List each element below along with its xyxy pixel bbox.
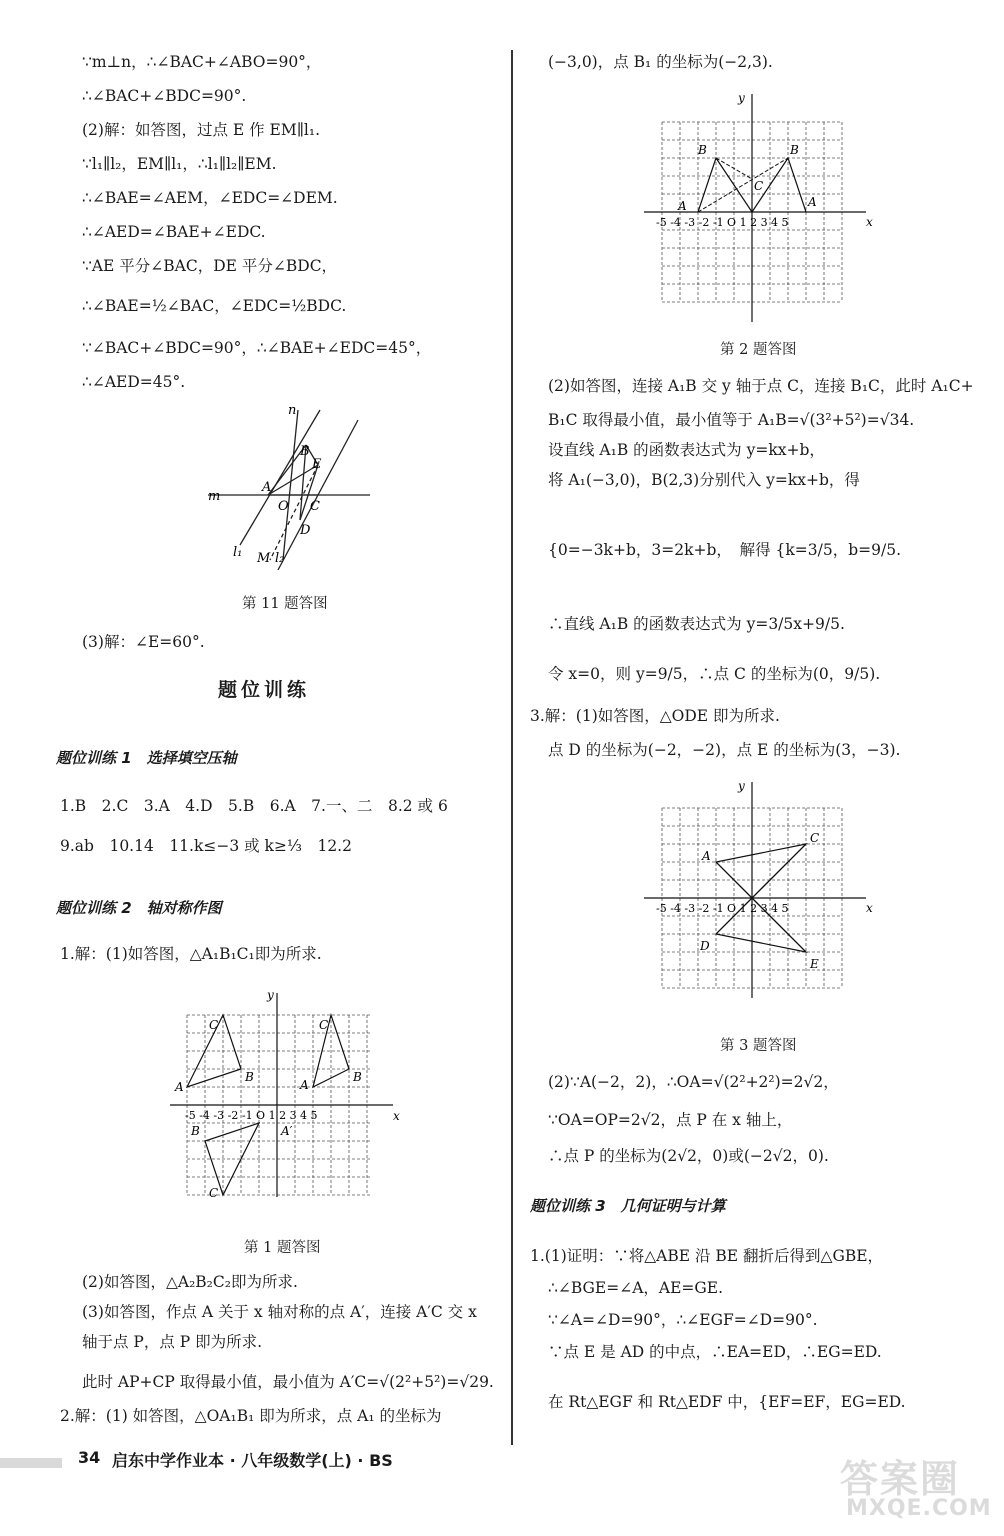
page-number: 34 [78,1448,101,1467]
svg-text:A: A [678,199,687,213]
right-line-7: ∴直线 A₁B 的函数表达式为 y=3/5x+9/5. [548,615,845,633]
svg-text:C: C [754,179,764,193]
right-line-15: ∴∠BGE=∠A，AE=GE. [548,1279,724,1297]
figure-11-caption: 第 11 题答图 [242,596,328,612]
fig11-label-l1: l₁ [233,545,243,560]
svg-text:B: B [790,143,799,157]
svg-text:B: B [191,1124,200,1138]
fig11-label-e: E [312,457,322,472]
fig11-label-m2: M [257,551,271,566]
right-line-5: 将 A₁(−3,0)，B(2,3)分别代入 y=kx+b，得 [548,471,860,489]
figure-2-caption: 第 2 题答图 [720,342,797,358]
right-line-10: 点 D 的坐标为(−2，−2)，点 E 的坐标为(3，−3). [548,741,901,759]
fig11-label-b: B [300,444,310,459]
left-line-4: ∵l₁∥l₂，EM∥l₁，∴l₁∥l₂∥EM. [82,155,277,173]
t2-q2-intro: 2.解：(1) 如答图，△OA₁B₁ 即为所求，点 A₁ 的坐标为 [60,1407,442,1425]
right-line-4: 设直线 A₁B 的函数表达式为 y=kx+b， [548,441,825,459]
svg-text:A: A [702,849,711,863]
svg-text:-5 -4 -3 -2 -1 O 1 2 3 4 5: -5 -4 -3 -2 -1 O 1 2 3 4 5 [185,1109,318,1122]
right-line-9: 3.解：(1)如答图，△ODE 即为所求. [530,707,780,725]
right-line-8: 令 x=0，则 y=9/5，∴点 C 的坐标为(0，9/5). [548,665,881,683]
svg-text:-5 -4 -3 -2 -1 O 1 2 3 4 5: -5 -4 -3 -2 -1 O 1 2 3 4 5 [656,902,789,915]
t2-q1-part2: (2)如答图，△A₂B₂C₂即为所求. [82,1273,298,1291]
left-line-9: ∵∠BAC+∠BDC=90°，∴∠BAE+∠EDC=45°， [82,339,432,357]
svg-text:B: B [245,1070,254,1084]
svg-text:A′: A′ [281,1124,293,1138]
figure-3-caption: 第 3 题答图 [720,1038,797,1054]
right-line-14: 1.(1)证明：∵将△ABE 沿 BE 翻折后得到△GBE， [530,1247,884,1265]
left-line-6: ∴∠AED=∠BAE+∠EDC. [82,223,266,241]
left-line-8: ∴∠BAE=½∠BAC，∠EDC=½BDC. [82,297,347,315]
watermark-url: MXQE.COM [846,1496,992,1521]
svg-text:C: C [209,1018,219,1032]
q11-part3: (3)解：∠E=60°. [82,633,205,651]
fig11-label-m: m [208,489,221,504]
right-line-2: (2)如答图，连接 A₁B 交 y 轴于点 C，连接 B₁C，此时 A₁C+ [548,377,974,395]
t2-q1-part3c: 此时 AP+CP 取得最小值，最小值为 A′C=√(2²+5²)=√29. [82,1373,494,1391]
figure-11-diagram [200,400,380,580]
svg-text:B: B [353,1070,362,1084]
svg-text:-5 -4 -3 -2 -1 O 1 2 3 4 5: -5 -4 -3 -2 -1 O 1 2 3 4 5 [656,216,789,229]
left-line-3: (2)解：如答图，过点 E 作 EM∥l₁. [82,121,320,139]
svg-text:x: x [866,901,873,915]
t2-q1-part3a: (3)如答图，作点 A 关于 x 轴对称的点 A′，连接 A′C 交 x [82,1303,477,1321]
section-title: 题位训练 [218,679,311,701]
left-line-2: ∴∠BAC+∠BDC=90°. [82,87,247,105]
right-line-1: (−3,0)，点 B₁ 的坐标为(−2,3). [548,53,773,71]
svg-text:y: y [267,988,274,1002]
svg-text:y: y [738,779,745,793]
figure-1-grid [165,985,405,1200]
right-line-16: ∵∠A=∠D=90°，∴∠EGF=∠D=90°. [548,1311,818,1329]
book-title: 启东中学作业本 · 八年级数学(上) · BS [112,1451,393,1470]
t2-q1-part3b: 轴于点 P，点 P 即为所求. [82,1333,263,1351]
right-line-13: ∴点 P 的坐标为(2√2，0)或(−2√2，0). [548,1147,829,1165]
watermark-text: 答案圈 [840,1457,961,1501]
fig11-label-o: O [278,499,289,514]
footer-bar [0,1458,62,1468]
svg-text:A: A [808,195,817,209]
svg-text:C: C [810,831,820,845]
figure-1-caption: 第 1 题答图 [244,1240,321,1256]
t1-answers-2: 9.ab 10.14 11.k≤−3 或 k≥⅓ 12.2 [60,837,352,855]
fig11-label-a: A [262,480,272,495]
right-line-11: (2)∵A(−2，2)，∴OA=√(2²+2²)=2√2， [548,1073,839,1091]
column-divider [511,50,513,1445]
svg-text:E: E [810,957,819,971]
fig11-label-c: C [310,499,320,514]
left-line-10: ∴∠AED=45°. [82,373,186,391]
svg-text:B: B [698,143,707,157]
fig11-label-l2: l₂ [275,551,285,566]
fig11-label-d: D [300,523,311,538]
right-line-18: 在 Rt△EGF 和 Rt△EDF 中，{EF=EF，EG=ED. [548,1393,906,1411]
svg-text:D: D [700,939,710,953]
t2-q1-intro: 1.解：(1)如答图，△A₁B₁C₁即为所求. [60,945,322,963]
left-line-5: ∴∠BAE=∠AEM，∠EDC=∠DEM. [82,189,338,207]
svg-text:C: C [209,1186,219,1200]
svg-text:x: x [393,1109,400,1123]
right-line-17: ∵点 E 是 AD 的中点，∴EA=ED，∴EG=ED. [548,1343,882,1361]
right-line-6: {0=−3k+b，3=2k+b， 解得 {k=3/5，b=9/5. [548,541,902,559]
left-line-7: ∵AE 平分∠BAC，DE 平分∠BDC， [82,257,338,275]
svg-text:A: A [175,1080,184,1094]
t1-answers-1: 1.B 2.C 3.A 4.D 5.B 6.A 7.一、二 8.2 或 6 [60,797,448,815]
svg-text:C: C [319,1018,329,1032]
svg-text:y: y [738,91,745,105]
right-line-3: B₁C 取得最小值，最小值等于 A₁B=√(3²+5²)=√34. [548,411,915,429]
figure-2-grid [640,90,880,325]
right-line-12: ∵OA=OP=2√2，点 P 在 x 轴上， [548,1111,793,1129]
t2-title: 题位训练 2 轴对称作图 [56,899,222,917]
svg-text:A: A [300,1078,309,1092]
figure-3-grid [640,778,880,1003]
t1-title: 题位训练 1 选择填空压轴 [56,749,237,767]
fig11-label-n: n [288,403,297,418]
watermark [840,1448,990,1528]
svg-text:x: x [866,215,873,229]
left-line-1: ∵m⊥n，∴∠BAC+∠ABO=90°， [82,53,322,71]
t3-title: 题位训练 3 几何证明与计算 [530,1197,726,1215]
